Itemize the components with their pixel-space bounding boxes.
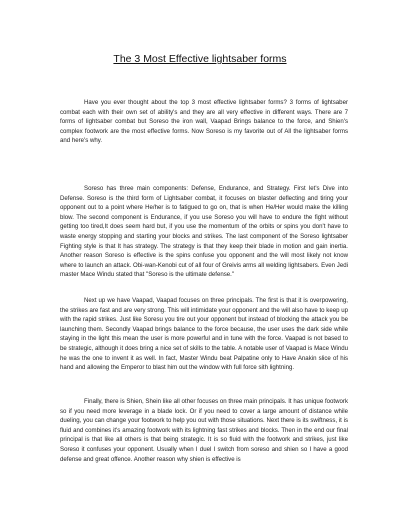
document-title: The 3 Most Effective lightsaber forms <box>113 53 287 65</box>
paragraph-text: Next up we have Vaapad, Vaapad focuses on three principals. The first is that it is overpowering, the strikes are fast and are very strong. This will intimidate your opponent and the will also have to keep up with the rapid strikes. Just like Soresu you tire out your opponent but instead of blocking the attack you be launching them. Secondly Vaapad brings balance to the force because, the user uses the dark side while staying in the light this mean the user is more powerful and in tune with the force. Vaapad is not based to be strategic, although it does bring a nice set of skills to the table. A notable user of Vaapad is Mace Windu he was the one to invent it as well. In fact, Master Windu beat Palpatine only to Have Anakin slice of his hand and allowing the Emperor to blast him out the window with full force sith lightning. <box>60 297 348 372</box>
paragraph-shien <box>60 397 348 464</box>
paragraph-text: Finally, there is Shien, Shein like all other focuses on three main principals. It has unique footwork so if you need more leverage in a blade lock. Or if you need to cover a large amount of distance while dueling, you can change your footwork to help you out with those situations. Next there is its swiftness, it is fluid and combines it's amazing footwork with its lightning fast strikes and blocks. Then in the end our final principal is that like all others is that being strategic. It is so fluid with the footwork and strikes, just like Soreso it confuses your opponent. Usually when I duel I switch from soreso and shien so I have a good defense and great offence. Another reason why shien is effective is <box>60 398 348 463</box>
paragraph-vaapad <box>60 296 348 373</box>
paragraph-soreso <box>60 184 348 280</box>
paragraph-text: Soreso has three main components: Defense, Endurance, and Strategy. First let's Dive into Defense. Soreso is the third form of Lightsaber combat, it focuses on blaster deflecting and tiring your opponent out to a point where He/her is to fatigued to go on, that is when He/Her would make the killing blow. The second component is Endurance, if you use Soreso you will have to endure the fight without getting too tired,It does seem hard but, if you use the momentum of the orbits or spins you don't have to waste energy stopping and starting your blocks and strikes. The last component of the Soreso lightsaber Fighting style is that It has strategy. The strategy is that they keep their blade in motion and gain inertia. Another reason Soreso is effective is the spins confuse you opponent and the will most likely not know where to launch an attack. Obi-wan-Kenobi cut of all four of Greivis arms all welding lightsabers. Even Jedi master Mace Windu stated that "Soreso is the ultimate defense." <box>60 185 348 279</box>
paragraph-text: Have you ever thought about the top 3 most effective lightsaber forms? 3 forms of lightsaber combat each with their own set of ability's and they are all very effective in different ways. There are 7 forms of lightsaber combat but Soreso the iron wall, Vaapad Brings balance to the force, and Shien's complex footwork are the most effective forms. Now Soreso is my favorite out of All the lightsaber forms and here's why. <box>60 99 348 145</box>
paragraph-intro <box>60 98 348 146</box>
